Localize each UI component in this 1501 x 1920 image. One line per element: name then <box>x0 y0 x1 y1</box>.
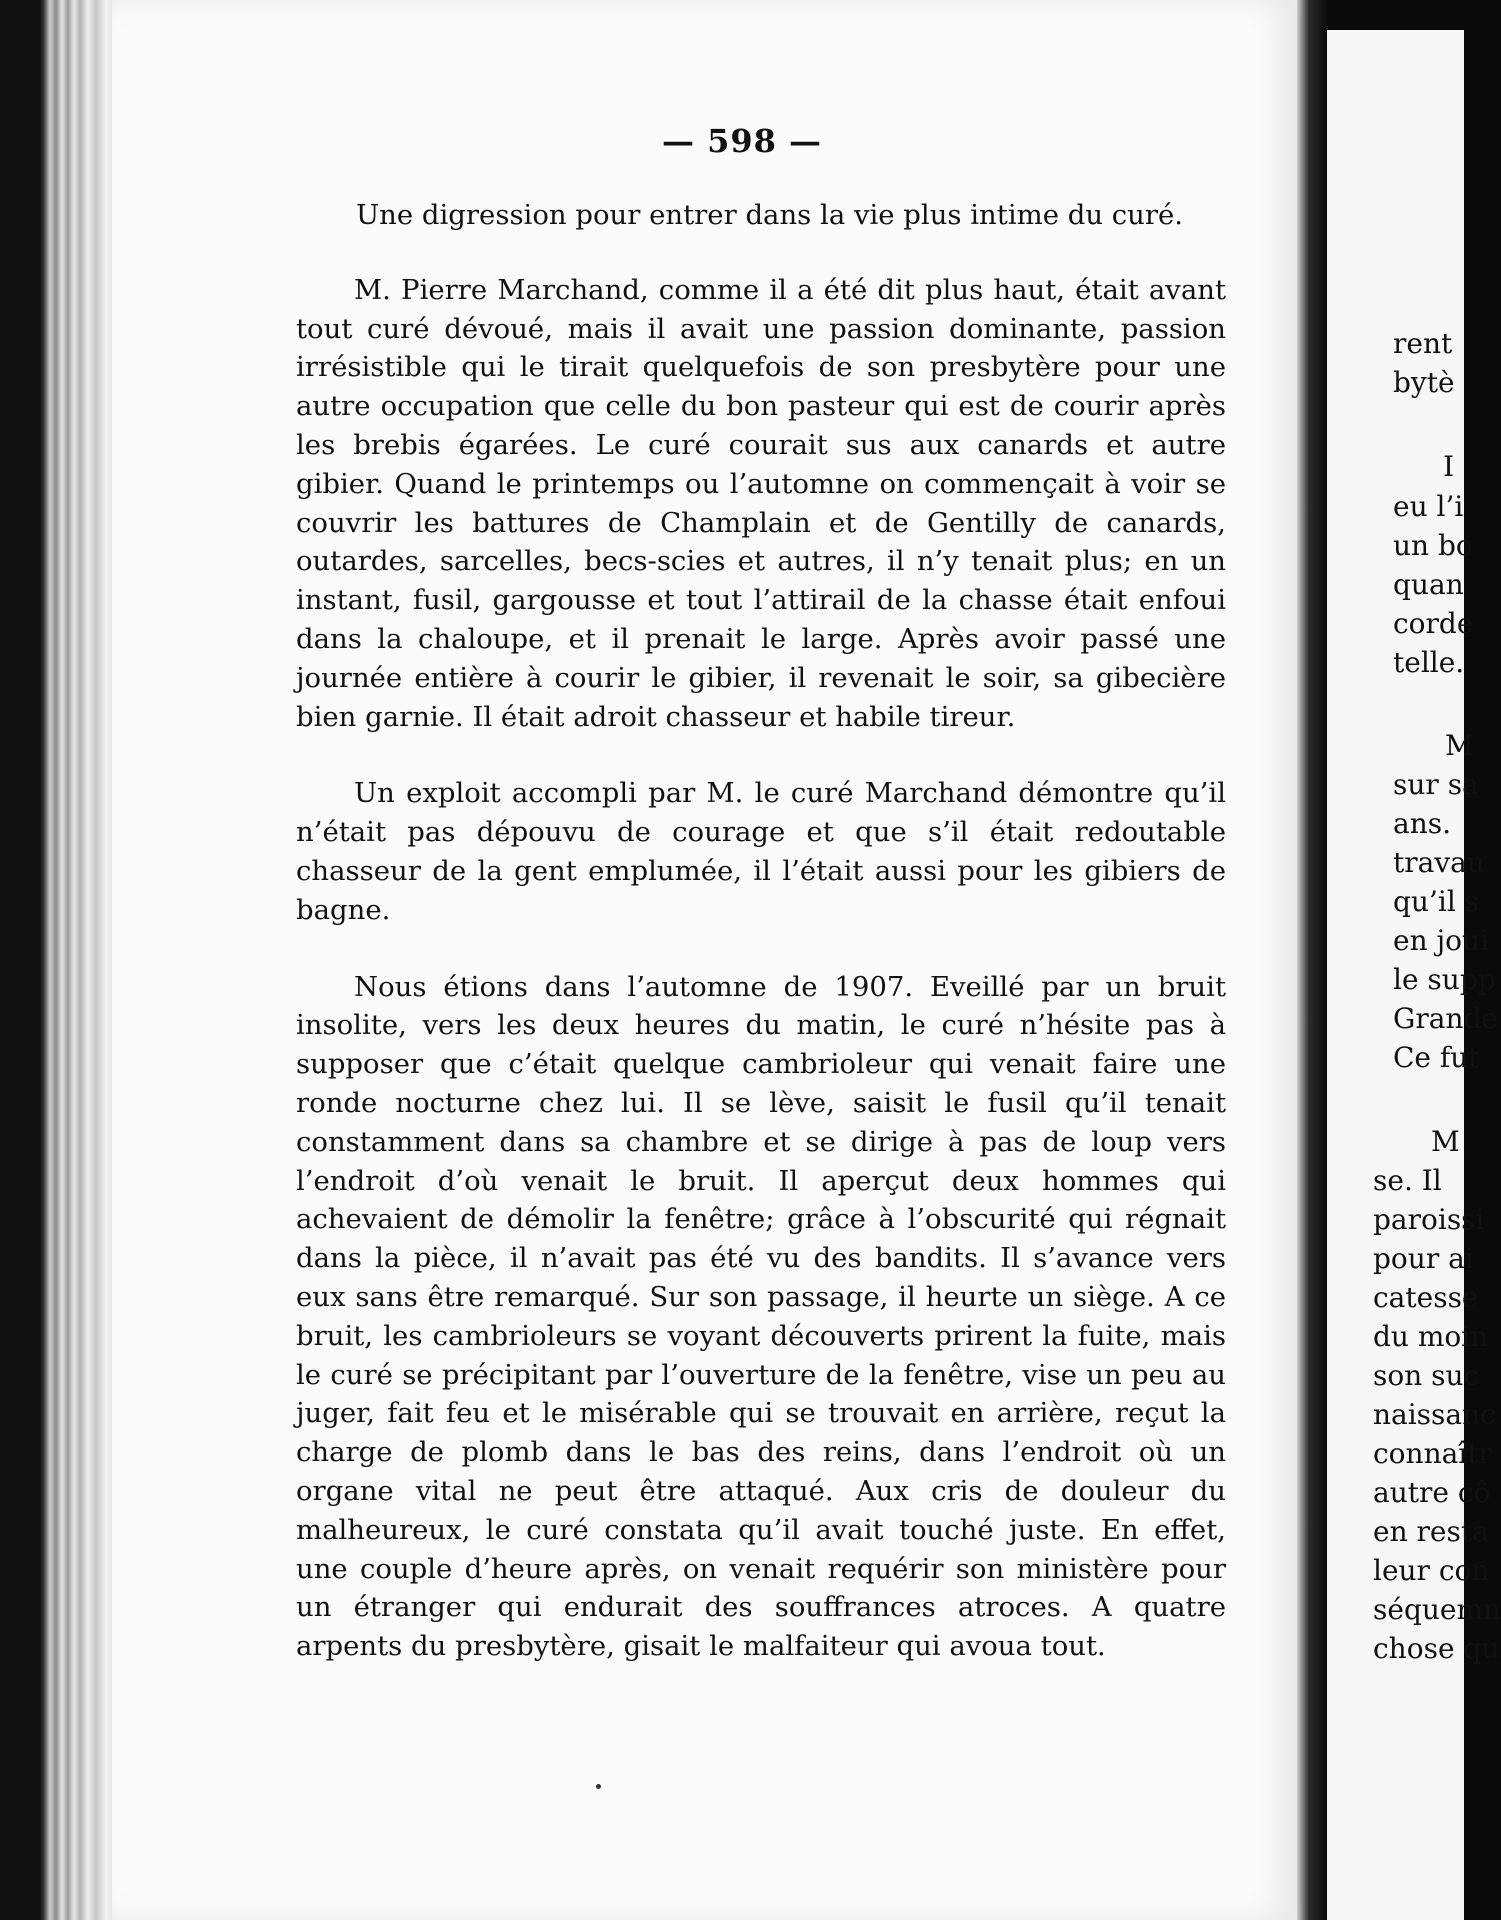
right-line: paroissi <box>1373 1203 1485 1236</box>
right-line: catesse <box>1373 1281 1479 1314</box>
book-page-edges <box>0 0 130 1920</box>
right-line: naissanc <box>1373 1398 1496 1431</box>
right-line: travau <box>1393 846 1485 879</box>
right-line: rent <box>1393 327 1453 360</box>
right-line: I <box>1443 450 1455 483</box>
right-line: le supp <box>1393 963 1496 996</box>
ink-speck <box>596 1784 601 1789</box>
right-line: en resta <box>1373 1515 1489 1548</box>
right-line: séquemn <box>1373 1593 1501 1626</box>
right-line: sur sa <box>1393 768 1479 801</box>
right-line: autre cô <box>1373 1476 1491 1509</box>
page-number: — 598 — <box>661 122 823 160</box>
right-line: du moin <box>1373 1320 1489 1353</box>
right-line: chose qu <box>1373 1632 1500 1665</box>
right-line: un bo <box>1393 529 1473 562</box>
right-line: leur con <box>1373 1554 1490 1587</box>
right-line: qu’il s <box>1393 885 1480 918</box>
page-text <box>296 196 1226 1704</box>
right-line: se. Il <box>1373 1164 1442 1197</box>
paragraph-marchand-passion: M. Pierre Marchand, comme il a été dit plus haut, était avant tout curé dévoué, mais il avait une passion dominante, passion irrésistible qui le tirait quelquefois de son presbytère pour une autre occupation que celle du bon pasteur qui est de courir après les brebis égarées. Le curé courait sus aux canards et autre gibier. Quand le printemps ou l’automne on commençait à voir se couvrir les battures de Champlain et de Gentilly de canards, outardes, sarcelles, becs-scies et autres, il n’y tenait plus; en un instant, fusil, gargousse et tout l’attirail de la chasse était enfoui dans la chaloupe, et il prenait le large. Après avoir passé une journée entière à courir le gibier, il revenait le soir, sa gibecière bien garnie. Il était adroit chasseur et habile tireur. <box>296 273 1226 733</box>
right-line: ans. <box>1393 807 1451 840</box>
right-line: Ce fut <box>1393 1041 1480 1074</box>
right-line: telle. <box>1393 646 1465 679</box>
right-line: bytè <box>1393 366 1455 399</box>
right-line: connaîtr <box>1373 1437 1492 1470</box>
right-line: quan <box>1393 568 1464 601</box>
right-line: eu l’i <box>1393 490 1464 523</box>
right-line: M <box>1445 729 1474 762</box>
paragraph-intro: Une digression pour entrer dans la vie plus intime du curé. <box>356 199 1184 231</box>
paragraph-exploit: Un exploit accompli par M. le curé Marchand démontre qu’il n’était pas dépouvu de courage et que s’il était redoutable chasseur de la gent emplumée, il l’était aussi pour les gibiers de bagne. <box>296 777 1226 926</box>
paragraph-burglary: Nous étions dans l’automne de 1907. Eveillé par un bruit insolite, vers les deux heures du matin, le curé n’hésite pas à supposer que c’était quelque cambrioleur qui venait faire une ronde nocturne chez lui. Il se lève, saisit le fusil qu’il tenait constamment dans sa chambre et se dirige à pas de loup vers l’endroit d’où venait le bruit. Il aperçut deux hommes qui achevaient de démolir la fenêtre; grâce à l’obscurité qui régnait dans la pièce, il n’avait pas été vu des bandits. Il s’avance vers eux sans être remarqué. Sur son passage, il heurte un siège. A ce bruit, les cambrioleurs se voyant découverts prirent la fuite, mais le curé se précipitant par l’ouverture de la fenêtre, vise un peu au juger, fait feu et le misérable qui se trouvait en arrière, reçut la charge de plomb dans le bas des reins, dans l’endroit où un organe vital ne peut être attaqué. Aux cris de douleur du malheureux, le curé constata qu’il avait touché juste. En effet, une couple d’heure après, on venait requérir son ministère pour un étranger qui endurait des souffrances atroces. A quatre arpents du presbytère, gisait le malfaiteur qui avoua tout. <box>296 970 1226 1663</box>
right-line: corde <box>1393 607 1474 640</box>
right-line: Grande <box>1393 1002 1498 1035</box>
right-line: M <box>1431 1125 1460 1158</box>
right-line: son suc <box>1373 1359 1480 1392</box>
right-line: en joui <box>1393 924 1490 957</box>
right-line: pour ai <box>1373 1242 1474 1275</box>
book-gutter <box>1297 0 1327 1920</box>
